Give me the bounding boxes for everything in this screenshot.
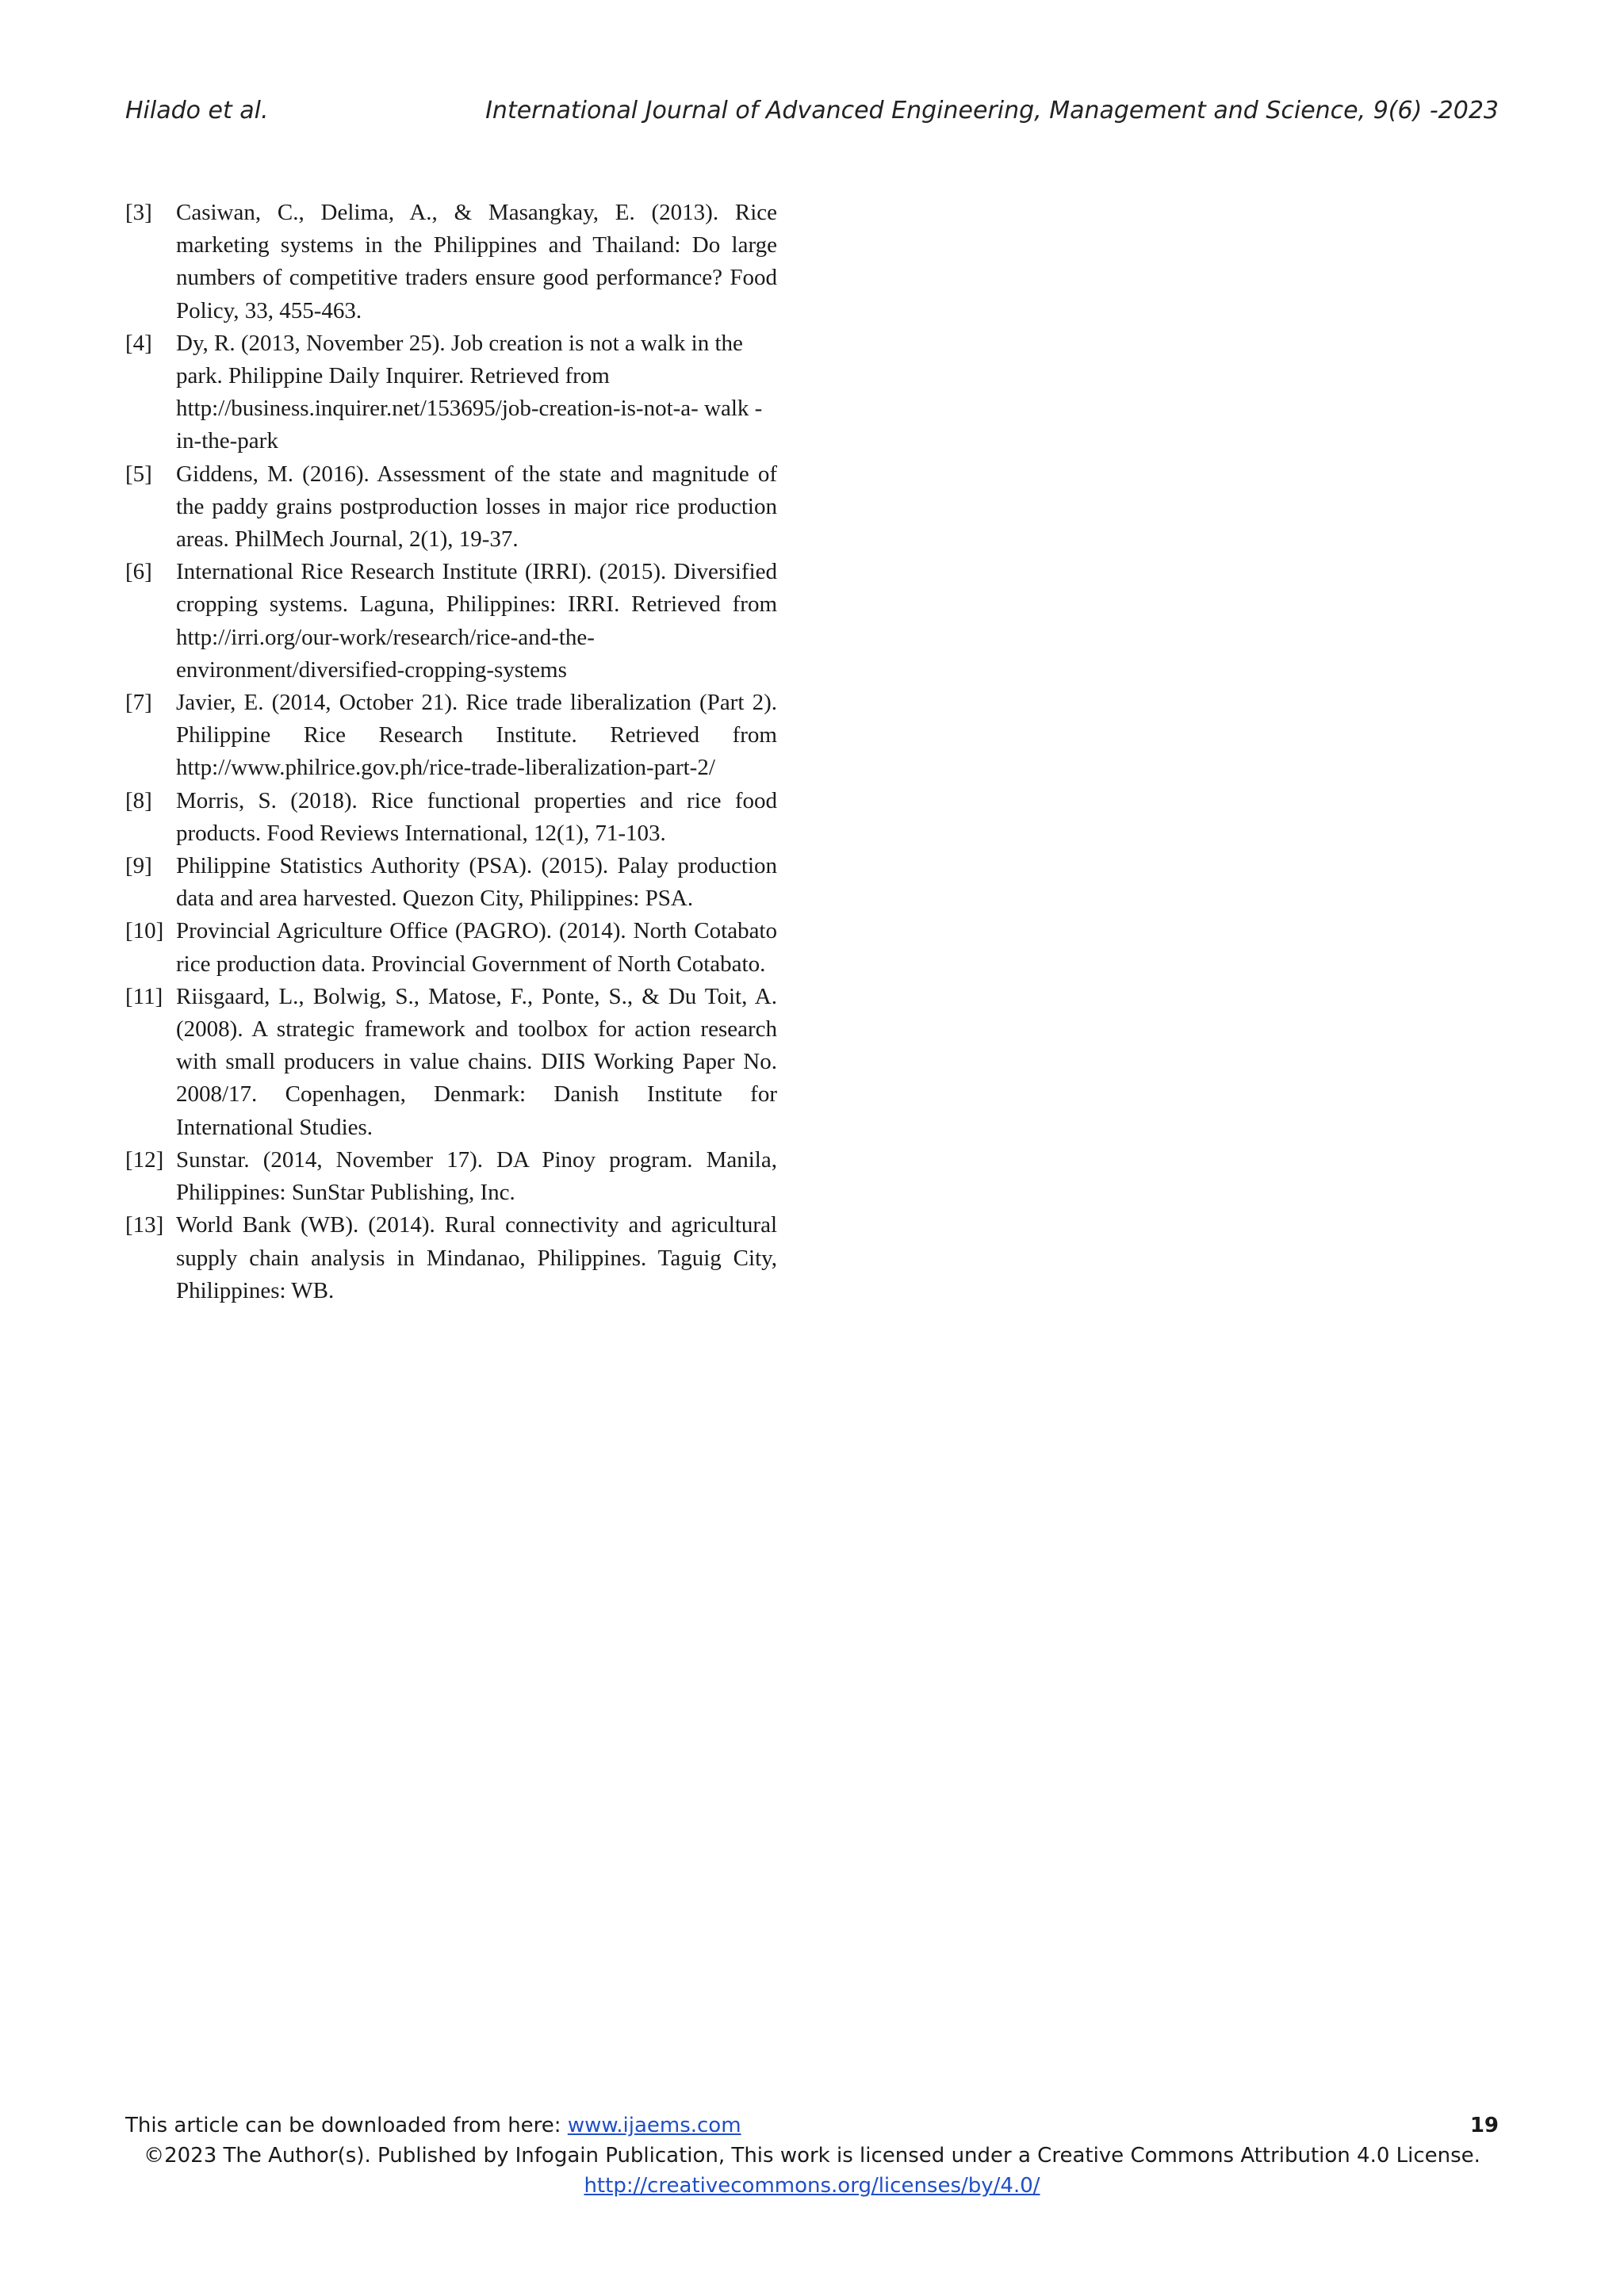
reference-number: [13] — [125, 1212, 164, 1238]
reference-number: [7] — [125, 690, 152, 716]
reference-number: [10] — [125, 918, 164, 944]
footer-license-link-line — [125, 2174, 1499, 2198]
journal-website-link[interactable]: www.ijaems.com — [567, 2114, 741, 2137]
reference-number: [3] — [125, 200, 152, 225]
reference-text: Casiwan, C., Delima, A., & Masangkay, E. (2013). Rice marketing systems in the Philippines and Thailand: Do large numbers of competitive traders ensure good performance? Food Policy, 33, 455-463. — [176, 200, 777, 323]
reference-number: [8] — [125, 787, 152, 813]
reference-item — [125, 1209, 777, 1307]
reference-list — [125, 197, 777, 1307]
reference-number: [9] — [125, 853, 152, 879]
footer-license-text: ©2023 The Author(s). Published by Infogain Publication, This work is licensed under a Creative Commons Attribution 4.0 License. — [144, 2144, 1480, 2168]
reference-text: Dy, R. (2013, November 25). Job creation is not a walk in the park. Philippine Daily Inquirer. Retrieved from http://business.inquirer.net/153695/job-creation-is-not-a- walk -in-the-park — [176, 330, 763, 454]
reference-number: [6] — [125, 559, 152, 585]
reference-text: Morris, S. (2018). Rice functional properties and rice food products. Food Reviews International, 12(1), 71-103. — [176, 787, 777, 846]
reference-number: [5] — [125, 461, 152, 487]
reference-text: International Rice Research Institute (IRRI). (2015). Diversified cropping systems. Laguna, Philippines: IRRI. Retrieved from http://irri.org/our-work/research/rice-and-the- environment/diversified-cropping-systems — [176, 559, 777, 683]
reference-item — [125, 915, 777, 980]
reference-text: Javier, E. (2014, October 21). Rice trade liberalization (Part 2). Philippine Rice Research Institute. Retrieved from http://www.philrice.gov.ph/rice-trade-liberalization-part-2/ — [176, 690, 777, 781]
footer-download-text: This article can be downloaded from here: — [125, 2114, 568, 2137]
reference-text: Philippine Statistics Authority (PSA). (2015). Palay production data and area harvested. Quezon City, Philippines: PSA. — [176, 853, 777, 912]
reference-number: [12] — [125, 1146, 164, 1173]
reference-item — [125, 785, 777, 850]
reference-text: Giddens, M. (2016). Assessment of the state and magnitude of the paddy grains postproduction losses in major rice production areas. PhilMech Journal, 2(1), 19-37. — [176, 461, 777, 553]
reference-item — [125, 850, 777, 915]
reference-item — [125, 981, 777, 1144]
reference-text: Sunstar. (2014, November 17). DA Pinoy program. Manila, Philippines: SunStar Publishing, Inc. — [176, 1146, 777, 1206]
reference-item — [125, 1144, 777, 1209]
reference-item — [125, 327, 777, 458]
reference-text: Riisgaard, L., Bolwig, S., Matose, F., Ponte, S., & Du Toit, A. (2008). A strategic framework and toolbox for action research with small producers in value chains. DIIS Working Paper No. 2008/17. Copenhagen, Denmark: Danish Institute for International Studies. — [176, 983, 777, 1140]
reference-item — [125, 458, 777, 557]
reference-text: World Bank (WB). (2014). Rural connectivity and agricultural supply chain analysis in Mindanao, Philippines. Taguig City, Philippines: WB. — [176, 1212, 777, 1303]
reference-item — [125, 556, 777, 687]
page-number: 19 — [1469, 2114, 1499, 2137]
header-author: Hilado et al. — [125, 97, 269, 124]
license-link[interactable]: http://creativecommons.org/licenses/by/4.0/ — [584, 2174, 1040, 2198]
reference-number: [4] — [125, 330, 152, 356]
running-header — [125, 97, 1499, 136]
reference-item — [125, 687, 777, 785]
reference-number: [11] — [125, 983, 163, 1009]
footer-download-line — [125, 2114, 1499, 2142]
footer-download — [125, 2114, 741, 2137]
reference-item — [125, 197, 777, 327]
reference-text: Provincial Agriculture Office (PAGRO). (2014). North Cotabato rice production data. Provincial Government of North Cotabato. — [176, 918, 777, 977]
header-journal-title: International Journal of Advanced Engineering, Management and Science, 9(6) -2023 — [485, 97, 1499, 124]
